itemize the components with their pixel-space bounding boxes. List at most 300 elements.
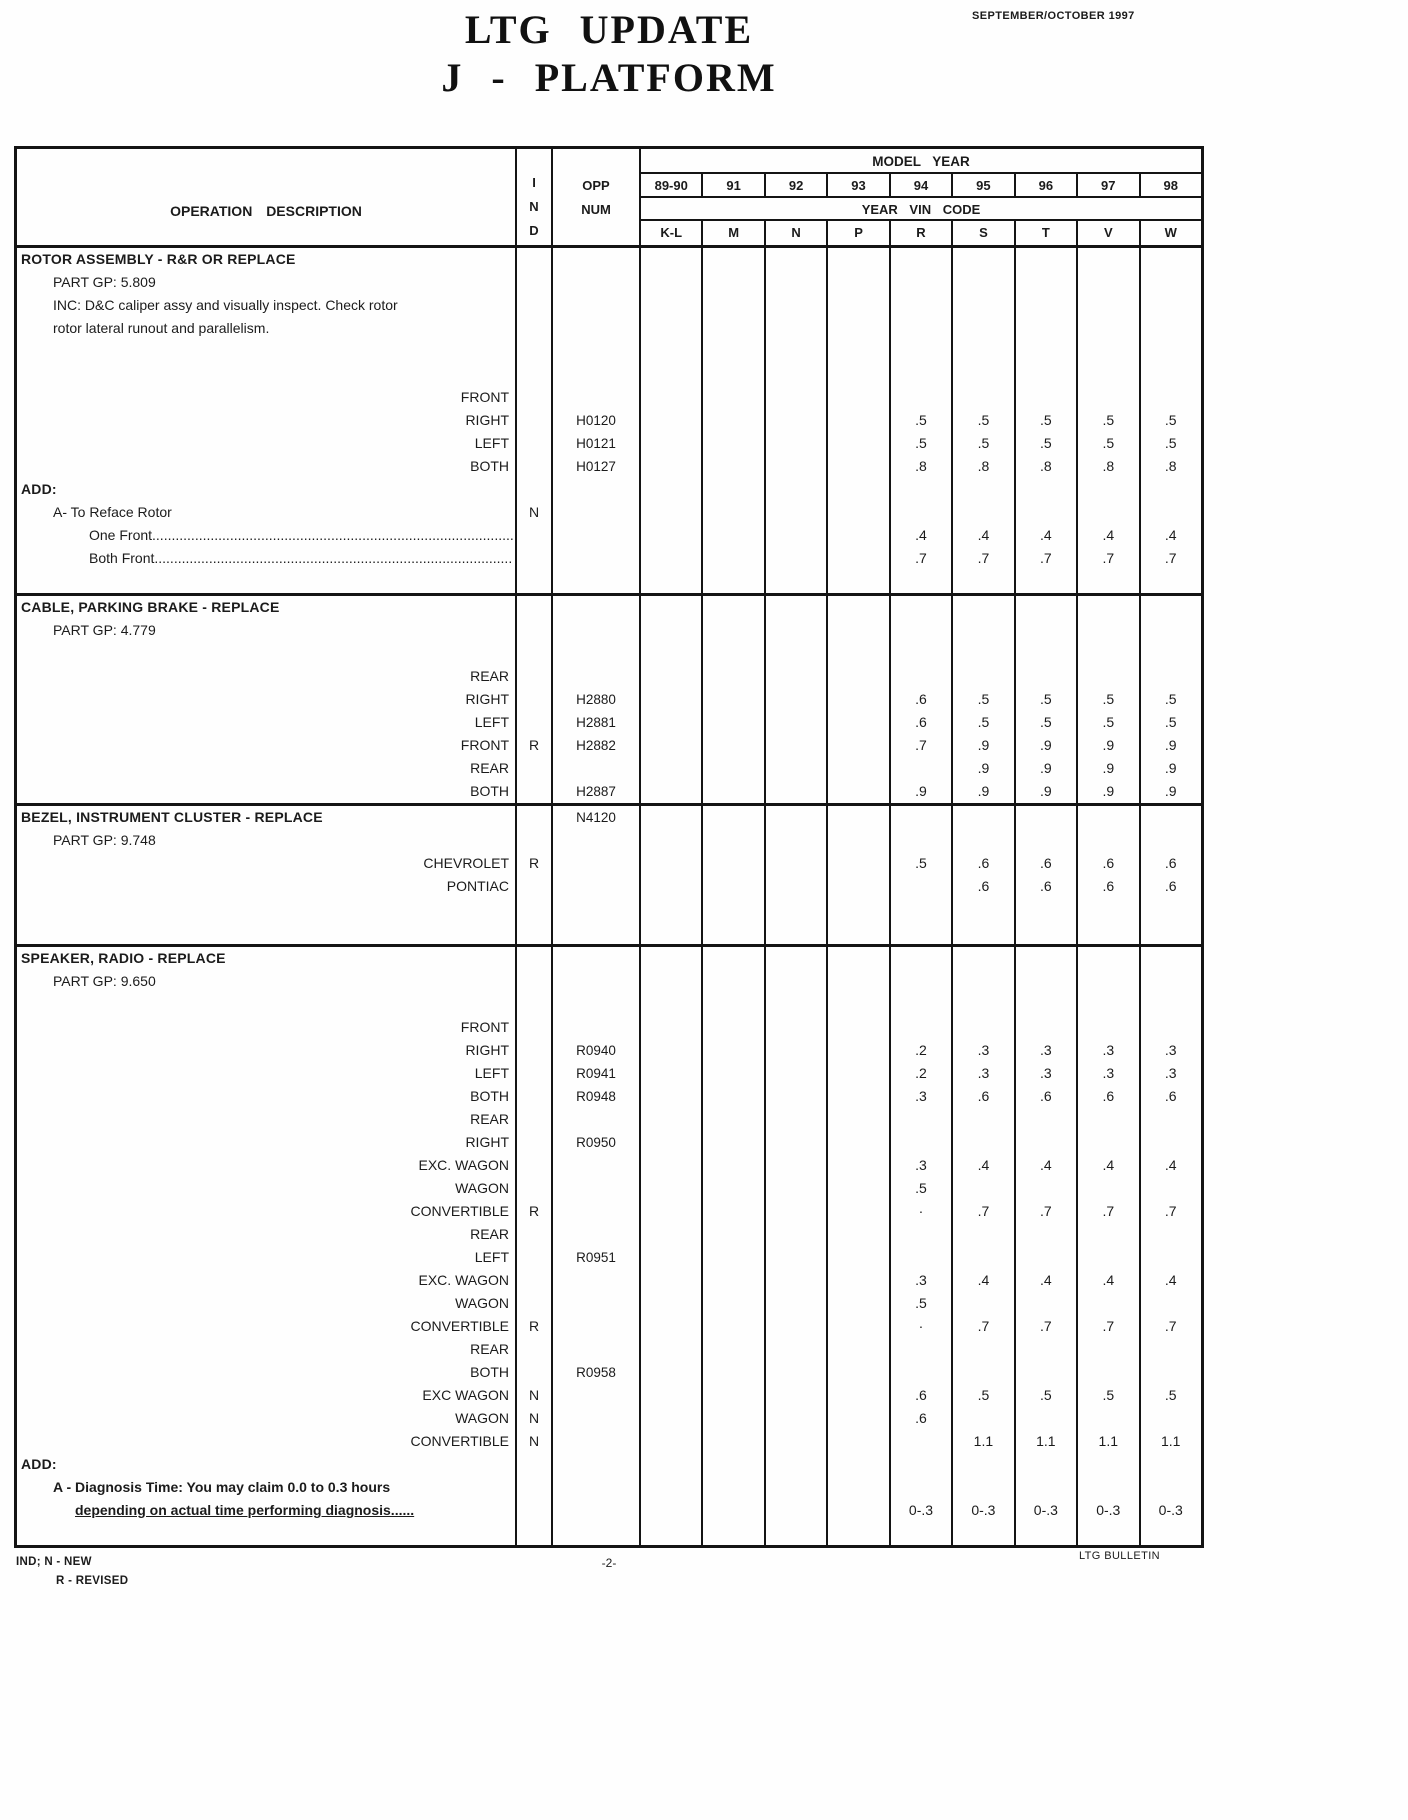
operation-description-cell [17,1292,517,1315]
value-cell [703,642,765,665]
value-cell [766,993,828,1016]
value-cell [1141,898,1201,921]
value-cell [891,993,953,1016]
vin-code-header: K-L [641,221,703,245]
ind-cell [517,1108,553,1131]
value-cell [641,1453,703,1476]
value-cell [641,829,703,852]
section-cable-parking-brake [17,596,1201,806]
value-cell [641,1200,703,1223]
value-cell [828,1269,890,1292]
table-row [17,1338,1201,1361]
value-cell [1016,1292,1078,1315]
table-row [17,1522,1201,1545]
value-cell [891,596,953,619]
year-col-header: 98 [1163,178,1178,193]
value-cell [1141,1246,1201,1269]
year-col-header: 97 [1078,174,1140,196]
operation-description-text: CONVERTIBLE [410,1433,509,1449]
value-cell [766,829,828,852]
value-cell [953,317,1015,340]
ind-cell [517,665,553,688]
value-cell: .4 [1016,524,1078,547]
value-cell [641,780,703,803]
value-cell [953,806,1015,829]
value-cell [703,1361,765,1384]
value-cell [953,1338,1015,1361]
operation-description-text: A - Diagnosis Time: You may claim 0.0 to 0.3 hours [53,1479,391,1495]
value-cell [703,1062,765,1085]
value-cell [766,317,828,340]
value-cell [891,1246,953,1269]
operation-description-cell [17,455,517,478]
value-cell [891,875,953,898]
opp-num-cell [553,1223,641,1246]
ind-cell [517,711,553,734]
value-cell [641,1361,703,1384]
operation-description-cell [17,1407,517,1430]
value-cell [703,1246,765,1269]
value-cell: .6 [1078,1085,1140,1108]
value-cell [703,596,765,619]
operation-description-cell [17,757,517,780]
value-cell [703,409,765,432]
value-cell [1078,1131,1140,1154]
opp-num-cell [553,665,641,688]
opp-num-cell [553,317,641,340]
value-cell [703,665,765,688]
operation-description-cell [17,409,517,432]
table-row [17,947,1201,970]
operation-description-text: WAGON [455,1295,509,1311]
value-cell [953,642,1015,665]
value-cell [828,757,890,780]
value-cell [1141,478,1201,501]
value-cell [953,271,1015,294]
value-cell [641,947,703,970]
ind-cell: R [517,1315,553,1338]
value-cell [766,294,828,317]
value-cell [766,524,828,547]
value-cell [703,524,765,547]
operation-description-cell [17,478,517,501]
value-cell [1141,993,1201,1016]
table-header [17,149,1201,248]
value-cell [641,688,703,711]
opp-num-cell [553,1200,641,1223]
value-cell [1016,248,1078,271]
value-cell: .6 [1164,1088,1177,1104]
value-cell [1078,340,1140,363]
table-row [17,780,1201,803]
ind-cell [517,1292,553,1315]
value-cell [953,1453,1015,1476]
table-row [17,432,1201,455]
value-cell: .6 [1016,852,1078,875]
value-cell [828,1315,890,1338]
operation-description-text: SPEAKER, RADIO - REPLACE [21,950,226,966]
value-cell [766,947,828,970]
value-cell: .4 [891,524,953,547]
value-cell [1141,829,1201,852]
value-cell: .6 [891,711,953,734]
value-cell [1016,829,1078,852]
value-cell [641,1246,703,1269]
value-cell: .5 [1078,1384,1140,1407]
value-cell: .7 [953,1315,1015,1338]
value-cell [1078,570,1140,593]
value-cell [641,1476,703,1499]
value-cell [953,1407,1015,1430]
value-cell: .5 [1078,432,1140,455]
value-cell [703,947,765,970]
operation-description-cell [17,711,517,734]
value-cell [891,898,953,921]
value-cell: .5 [1164,714,1177,730]
value-cell: .9 [1016,757,1078,780]
value-cell [641,363,703,386]
value-cell [766,1177,828,1200]
value-cell [828,1154,890,1177]
value-cell [953,1016,1015,1039]
page-number: -2- [601,1556,617,1570]
year-header-row [641,174,1201,198]
value-cell [766,1016,828,1039]
operation-description-text: LEFT [474,714,509,730]
ind-cell [517,271,553,294]
value-cell [641,455,703,478]
value-cell [953,478,1015,501]
value-cell [1016,1223,1078,1246]
table-row [17,409,1201,432]
operation-description-text: REAR [470,1341,509,1357]
value-cell [828,1246,890,1269]
operation-description-cell [17,317,517,340]
operation-description-text: WAGON [455,1180,509,1196]
operation-description-cell [17,780,517,803]
value-cell: .5 [953,432,1015,455]
value-cell [703,1200,765,1223]
ind-cell [517,340,553,363]
value-cell: .3 [953,1039,1015,1062]
operation-description-cell [17,570,517,593]
ind-cell [517,757,553,780]
opp-num-cell: R0948 [553,1085,641,1108]
value-cell: 0-.3 [891,1499,953,1522]
table-row [17,852,1201,875]
value-cell [1016,642,1078,665]
value-cell [953,363,1015,386]
opp-num-cell [553,1476,641,1499]
value-cell [641,1062,703,1085]
value-cell: .2 [891,1062,953,1085]
operation-description-cell [17,1338,517,1361]
table-row [17,1430,1201,1453]
value-cell: .9 [1164,737,1177,753]
value-cell [1141,1108,1201,1131]
value-cell [766,1269,828,1292]
value-cell: .6 [891,1384,953,1407]
opp-num-cell [553,947,641,970]
ind-letter-d: D [529,223,539,238]
value-cell: 1.1 [953,1430,1015,1453]
value-cell [703,875,765,898]
value-cell [1141,921,1201,944]
operation-description-cell [17,1315,517,1338]
operation-description-text: PART GP: 4.779 [53,622,156,638]
ind-cell: N [517,1384,553,1407]
table-row [17,317,1201,340]
operation-description-cell [17,1246,517,1269]
operation-description-text: ROTOR ASSEMBLY - R&R OR REPLACE [21,251,296,267]
opp-num-cell [553,1522,641,1545]
operation-description-text: REAR [470,760,509,776]
table-row [17,1384,1201,1407]
operation-description-cell [17,921,517,944]
value-cell [828,875,890,898]
value-cell [766,875,828,898]
opp-label: OPP [582,178,610,193]
value-cell [1141,501,1201,524]
value-cell [1141,386,1201,409]
ind-cell [517,947,553,970]
operation-description-cell [17,1522,517,1545]
value-cell [766,734,828,757]
operation-description-cell [17,898,517,921]
value-cell: .7 [891,734,953,757]
value-cell [828,1338,890,1361]
value-cell: .7 [1164,1318,1177,1334]
value-cell [828,596,890,619]
value-cell [828,1384,890,1407]
value-cell: 1.1 [1078,1430,1140,1453]
value-cell [891,665,953,688]
opp-num-header [553,149,641,245]
ind-cell [517,1177,553,1200]
value-cell [766,1338,828,1361]
value-cell [766,1062,828,1085]
value-cell [766,570,828,593]
value-cell [828,1177,890,1200]
value-cell [703,1269,765,1292]
value-cell [891,1430,953,1453]
ind-cell [517,1476,553,1499]
value-cell [828,780,890,803]
value-cell [766,1361,828,1384]
opp-num-cell [553,340,641,363]
value-cell [828,271,890,294]
ind-cell: N [517,1430,553,1453]
model-year-header-block [641,149,1201,245]
ind-cell: N [517,501,553,524]
value-cell [953,1292,1015,1315]
value-cell [703,993,765,1016]
operation-description-cell [17,688,517,711]
value-cell [641,711,703,734]
value-cell: .5 [1078,688,1140,711]
value-cell [703,734,765,757]
vin-code-header: S [953,221,1015,245]
table-row [17,1361,1201,1384]
operation-description-cell [17,386,517,409]
ind-cell [517,619,553,642]
value-cell [1078,1108,1140,1131]
opp-num-cell [553,1315,641,1338]
table-row [17,1177,1201,1200]
opp-num-cell: H0127 [553,455,641,478]
value-cell: .3 [891,1269,953,1292]
table-row [17,757,1201,780]
value-cell [1141,570,1201,593]
value-cell [766,619,828,642]
value-cell [703,432,765,455]
value-cell [703,501,765,524]
value-cell [828,501,890,524]
year-col-header: 94 [891,174,953,196]
ind-cell [517,806,553,829]
vin-code-header: T [1016,221,1078,245]
year-col-header: 95 [953,174,1015,196]
value-cell [1078,386,1140,409]
opp-num-cell [553,1108,641,1131]
value-cell [891,294,953,317]
value-cell [828,1131,890,1154]
operation-description-cell [17,1039,517,1062]
value-cell [1016,1453,1078,1476]
value-cell [1016,386,1078,409]
value-cell: .5 [953,711,1015,734]
value-cell [1016,317,1078,340]
ind-cell [517,1269,553,1292]
value-cell [1141,248,1201,271]
value-cell [766,478,828,501]
value-cell [1016,363,1078,386]
value-cell [828,1062,890,1085]
value-cell [1016,478,1078,501]
value-cell [703,386,765,409]
table-row [17,1476,1201,1499]
value-cell [1078,1177,1140,1200]
value-cell [766,1499,828,1522]
value-cell [1078,596,1140,619]
document-content [14,6,1204,1548]
opp-num-cell [553,363,641,386]
value-cell [703,1430,765,1453]
value-cell [641,248,703,271]
opp-num-cell: R0950 [553,1131,641,1154]
value-cell: .9 [953,780,1015,803]
value-cell: .6 [1016,1085,1078,1108]
operation-description-cell [17,1177,517,1200]
operation-description-text: Both Front............................................................................................ [89,550,513,566]
value-cell [828,1200,890,1223]
value-cell [828,570,890,593]
value-cell [766,363,828,386]
operation-description-cell [17,1016,517,1039]
opp-num-cell [553,570,641,593]
value-cell [891,501,953,524]
vin-code-label: YEAR VIN CODE [641,198,1201,221]
section-bezel-instrument-cluster [17,806,1201,947]
value-cell [828,1430,890,1453]
year-col-header: 93 [828,174,890,196]
table-body [17,248,1201,1545]
table-row [17,1085,1201,1108]
value-cell [828,1453,890,1476]
value-cell [703,1108,765,1131]
value-cell [766,432,828,455]
value-cell [703,1453,765,1476]
value-cell: .4 [953,1154,1015,1177]
value-cell [1141,1453,1201,1476]
opp-num-cell [553,852,641,875]
value-cell [703,570,765,593]
value-cell [766,386,828,409]
value-cell [891,1338,953,1361]
value-cell [641,340,703,363]
value-cell [703,852,765,875]
value-cell [953,1131,1015,1154]
ind-cell [517,294,553,317]
value-cell [891,1223,953,1246]
value-cell [641,1108,703,1131]
value-cell [641,409,703,432]
ind-cell [517,409,553,432]
value-cell [766,1108,828,1131]
table-row [17,570,1201,593]
operation-description-cell [17,524,517,547]
value-cell [766,1430,828,1453]
value-cell [1078,993,1140,1016]
value-cell [953,1108,1015,1131]
operation-description-text: rotor lateral runout and parallelism. [53,320,270,336]
value-cell [1078,1246,1140,1269]
value-cell [641,1016,703,1039]
value-cell: .9 [1078,780,1140,803]
value-cell [891,1522,953,1545]
value-cell [766,898,828,921]
table-row [17,619,1201,642]
value-cell: .6 [1164,855,1177,871]
value-cell: .8 [1016,455,1078,478]
opp-num-cell [553,596,641,619]
ind-column-header [517,149,553,245]
operation-description-cell [17,1223,517,1246]
value-cell [953,665,1015,688]
ind-cell [517,478,553,501]
value-cell [1016,665,1078,688]
value-cell [703,455,765,478]
operation-description-cell [17,619,517,642]
operation-description-text: REAR [470,668,509,684]
value-cell [703,1085,765,1108]
value-cell [1078,1522,1140,1545]
ind-cell [517,898,553,921]
operation-description-text: PART GP: 9.748 [53,832,156,848]
value-cell [1141,642,1201,665]
vin-header-row [641,221,1201,245]
value-cell [828,806,890,829]
opp-num-cell: H0120 [553,409,641,432]
operation-description-text: BEZEL, INSTRUMENT CLUSTER - REPLACE [21,809,323,825]
operation-description-cell [17,947,517,970]
value-cell [1016,271,1078,294]
value-cell [766,1315,828,1338]
value-cell [1141,340,1201,363]
value-cell [703,921,765,944]
value-cell [1141,1338,1201,1361]
value-cell [703,271,765,294]
